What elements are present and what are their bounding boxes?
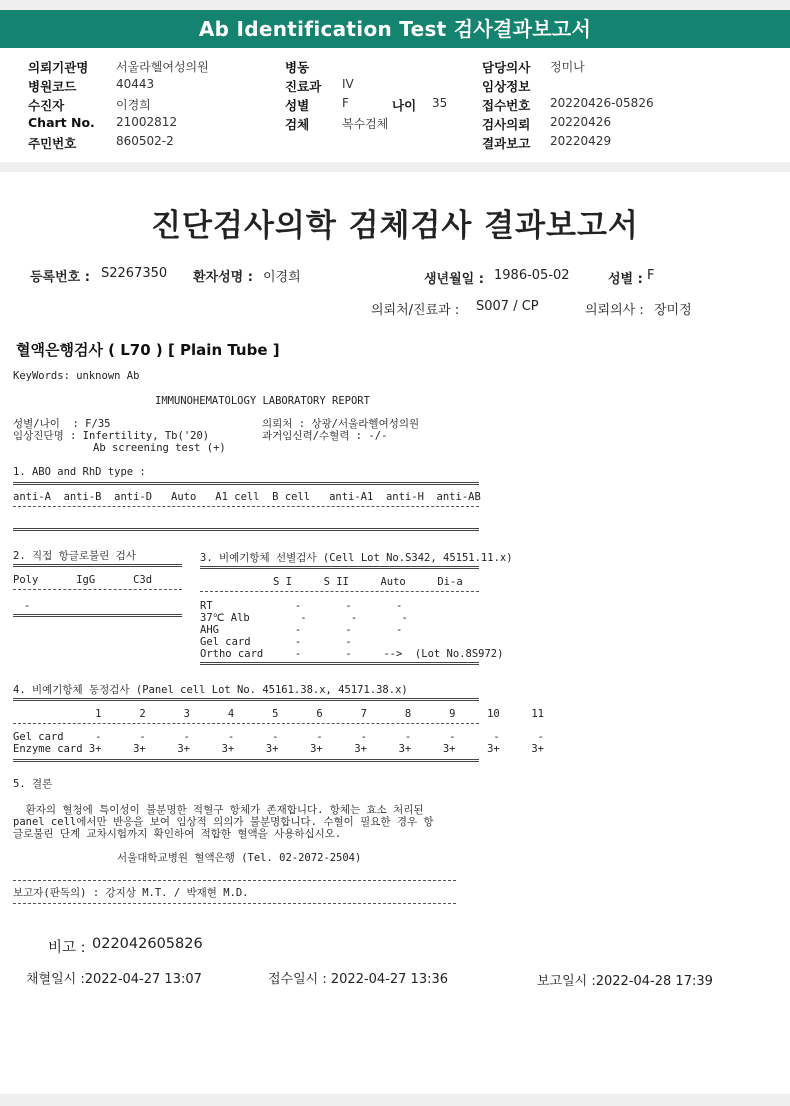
conclusion-title: 5. 결론 bbox=[13, 778, 53, 790]
info-value: 20220426 bbox=[550, 115, 612, 129]
single-rule bbox=[13, 589, 182, 590]
info-value: 정미나 bbox=[550, 60, 585, 74]
info-label: 진료과 bbox=[285, 79, 322, 94]
dob-value: 1986-05-02 bbox=[494, 268, 570, 283]
doctor-label: 의뢰의사 : bbox=[585, 303, 644, 318]
info-value: 40443 bbox=[116, 77, 155, 91]
double-rule bbox=[13, 698, 479, 701]
info-label: 성별 bbox=[285, 98, 310, 113]
dat-header: Poly IgG C3d bbox=[13, 574, 153, 586]
section-title: 혈액은행검사 ( L70 ) [ Plain Tube ] bbox=[16, 341, 280, 359]
abo-section-title: 1. ABO and RhD type : bbox=[13, 466, 146, 478]
note-value: 022042605826 bbox=[92, 936, 203, 952]
info-value: 서울라헬여성의원 bbox=[116, 60, 209, 74]
conclusion-line: panel cell에서만 반응을 보여 임상적 의의가 불분명합니다. 수혈이 필요한 경우 항 bbox=[13, 816, 434, 828]
report-header-title: Ab Identification Test 검사결과보고서 bbox=[0, 10, 790, 48]
info-label: Chart No. bbox=[28, 115, 95, 130]
panel-row-gel: Gel card - - - - - - - - - - - bbox=[13, 731, 545, 743]
name-value: 이경희 bbox=[263, 270, 301, 285]
hospital-line: 서울대학교병원 혈액은행 (Tel. 02-2072-2504) bbox=[117, 852, 362, 864]
diagnosis-line-2: Ab screening test (+) bbox=[93, 442, 226, 454]
single-rule bbox=[13, 903, 456, 904]
panel-row-enzyme: Enzyme card 3+ 3+ 3+ 3+ 3+ 3+ 3+ 3+ 3+ 3+ 3+ bbox=[13, 743, 545, 755]
info-label: 결과보고 bbox=[482, 136, 531, 151]
double-rule bbox=[200, 662, 479, 665]
screen-section-title: 3. 비예기항체 선별검사 (Cell Lot No.S342, 45151.11.x) bbox=[200, 552, 513, 564]
info-value: 20220426-05826 bbox=[550, 96, 654, 110]
report-time: 보고일시 :2022-04-28 17:39 bbox=[537, 974, 713, 989]
lab-report-title: IMMUNOHEMATOLOGY LABORATORY REPORT bbox=[155, 395, 370, 407]
panel-header: 1 2 3 4 5 6 7 8 9 10 11 bbox=[13, 708, 545, 720]
dept-label: 의뢰처/진료과 : bbox=[371, 303, 460, 318]
info-label: 임상정보 bbox=[482, 79, 531, 94]
panel-separator bbox=[0, 162, 790, 172]
dob-label: 생년월일 : bbox=[424, 272, 484, 287]
report-title: 진단검사의학 검체검사 결과보고서 bbox=[151, 208, 639, 244]
screen-row: AHG - - - bbox=[200, 624, 403, 636]
single-rule bbox=[13, 723, 479, 724]
info-value: 이경희 bbox=[116, 98, 151, 112]
conclusion-line: 환자의 혈청에 특이성이 불분명한 적혈구 항체가 존재합니다. 항체는 효소 처리된 bbox=[13, 804, 424, 816]
reporter-line: 보고자(판독의) : 강지상 M.T. / 박재현 M.D. bbox=[13, 887, 249, 899]
screen-row: Gel card - - bbox=[200, 636, 352, 648]
double-rule bbox=[13, 564, 182, 567]
info-label: 검체 bbox=[285, 117, 310, 132]
info-value: 860502-2 bbox=[116, 134, 174, 148]
double-rule bbox=[13, 759, 479, 762]
keywords-line: KeyWords: unknown Ab bbox=[13, 370, 140, 382]
request-info-panel bbox=[0, 48, 790, 162]
info-value: F bbox=[342, 96, 349, 110]
info-label: 주민번호 bbox=[28, 136, 77, 151]
info-value: 20220429 bbox=[550, 134, 612, 148]
info-value: 21002812 bbox=[116, 115, 178, 129]
info-label: 병동 bbox=[285, 60, 310, 75]
history-line: 과거임신력/수혈력 : -/- bbox=[262, 430, 388, 442]
single-rule bbox=[13, 880, 456, 881]
info-label: 담당의사 bbox=[482, 60, 531, 75]
dat-value: - bbox=[24, 600, 31, 612]
scanned-report bbox=[0, 172, 790, 1094]
note-label: 비고 : bbox=[48, 940, 86, 956]
name-label: 환자성명 : bbox=[193, 270, 253, 285]
collect-time: 채혈일시 :2022-04-27 13:07 bbox=[26, 972, 202, 987]
single-rule bbox=[200, 591, 479, 592]
dept-value: S007 / CP bbox=[476, 299, 539, 314]
reg-label: 등록번호 : bbox=[30, 270, 90, 285]
screen-row: Ortho card - - --> (Lot No.8S972) bbox=[200, 648, 504, 660]
info-value: 35 bbox=[432, 96, 448, 110]
info-label: 병원코드 bbox=[28, 79, 77, 94]
sex-value: F bbox=[647, 268, 655, 283]
sex-age-line: 성별/나이 : F/35 bbox=[13, 418, 111, 430]
diagnosis-line: 임상진단명 : Infertility, Tb('20) bbox=[13, 430, 210, 442]
abo-header: anti-A anti-B anti-D Auto A1 cell B cell anti-A1 anti-H anti-AB bbox=[13, 491, 481, 503]
info-label: 검사의뢰 bbox=[482, 117, 531, 132]
info-value: 복수검체 bbox=[342, 117, 389, 131]
dat-section-title: 2. 직접 항글로불린 검사 bbox=[13, 550, 136, 562]
conclusion-line: 글로불린 단계 교차시험까지 확인하여 적합한 혈액을 사용하십시오. bbox=[13, 828, 342, 840]
receive-time: 접수일시 : 2022-04-27 13:36 bbox=[268, 972, 449, 987]
screen-row: RT - - - bbox=[200, 600, 403, 612]
info-label: 의뢰기관명 bbox=[28, 60, 89, 75]
double-rule bbox=[200, 566, 479, 569]
sex-label: 성별 : bbox=[608, 272, 643, 287]
double-rule bbox=[13, 614, 182, 617]
screen-header: S I S II Auto Di-a bbox=[273, 576, 463, 588]
info-value: IV bbox=[342, 77, 354, 91]
info-label: 접수번호 bbox=[482, 98, 531, 113]
info-label: 수진자 bbox=[28, 98, 65, 113]
info-label: 나이 bbox=[392, 98, 417, 113]
double-rule bbox=[13, 528, 479, 531]
double-rule bbox=[13, 482, 479, 485]
reg-value: S2267350 bbox=[101, 266, 168, 281]
panel-section-title: 4. 비예기항체 동정검사 (Panel cell Lot No. 45161.38.x, 45171.38.x) bbox=[13, 684, 408, 696]
doctor-value: 장미정 bbox=[654, 303, 692, 318]
screen-row: 37℃ Alb - - - bbox=[200, 612, 408, 624]
single-rule bbox=[13, 506, 479, 507]
requester-line: 의뢰처 : 상광/서울라헬여성의원 bbox=[262, 418, 420, 430]
